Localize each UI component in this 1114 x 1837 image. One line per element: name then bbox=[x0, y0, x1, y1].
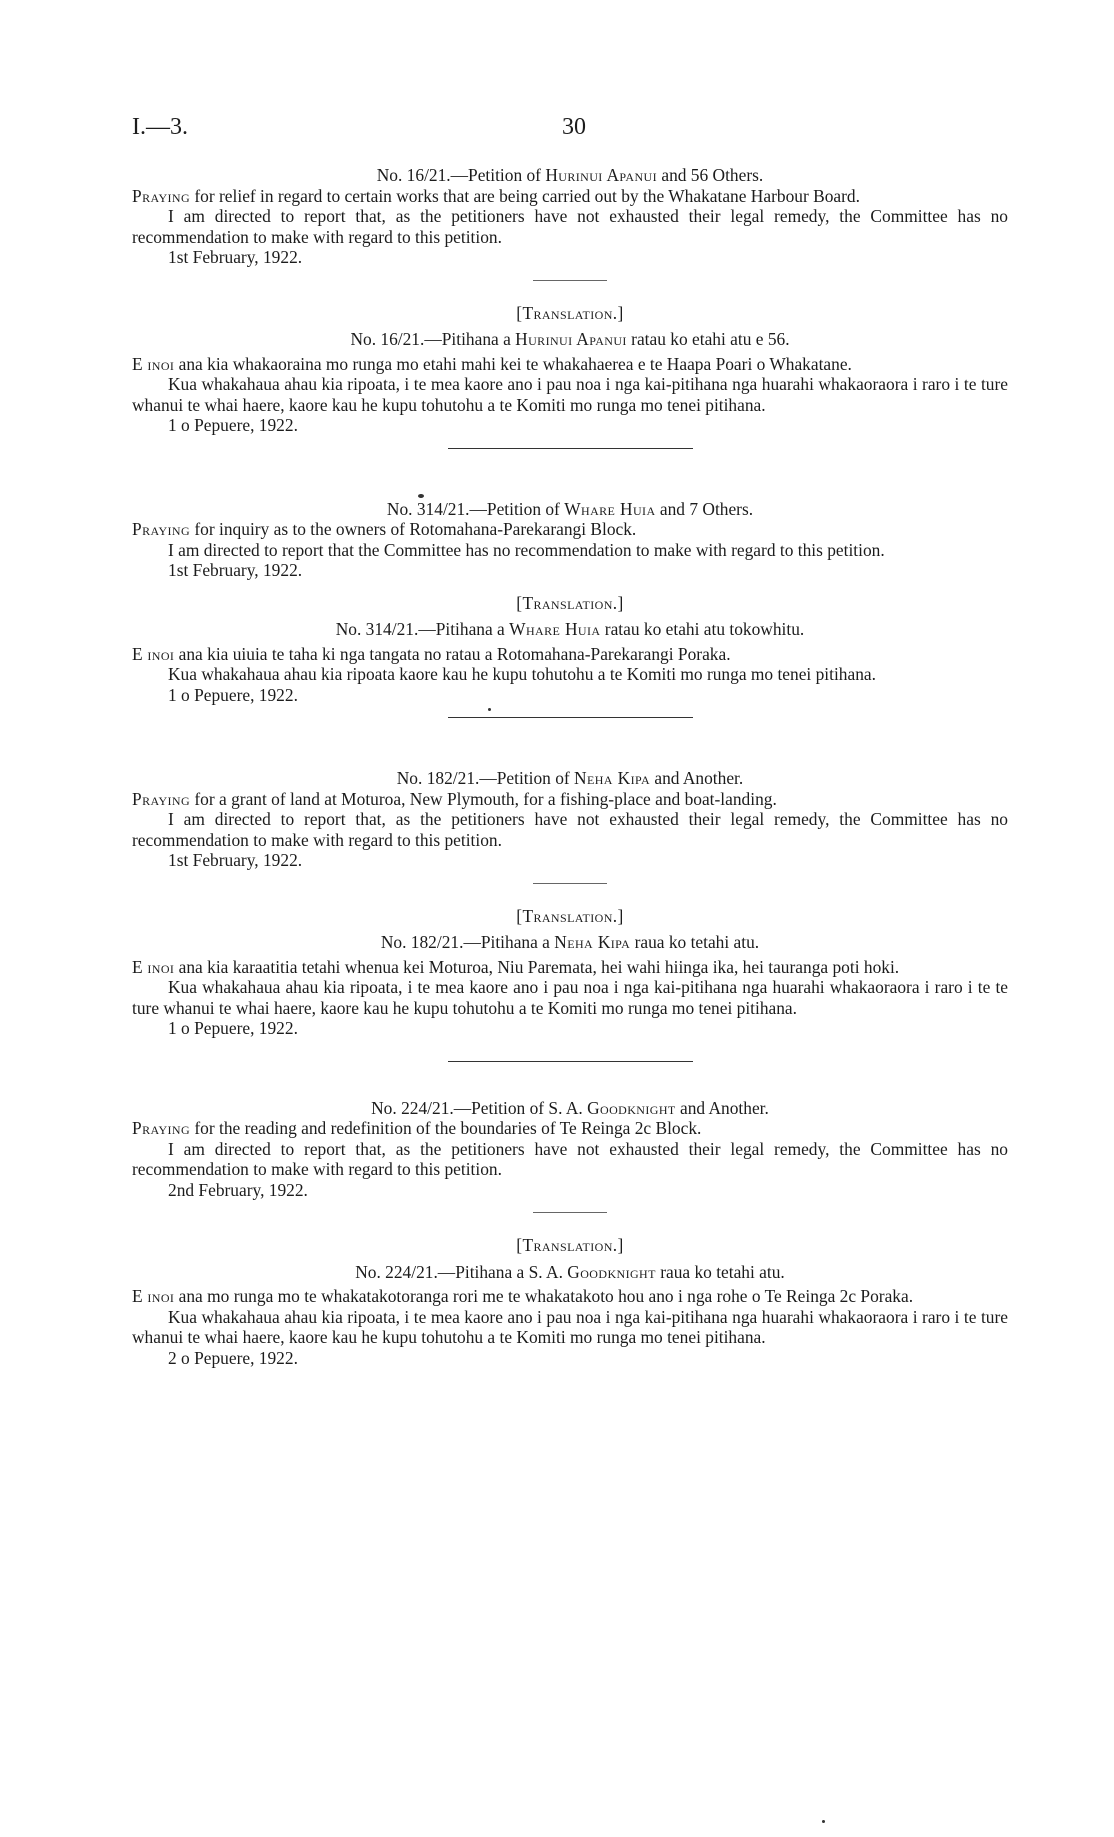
report-paragraph: Kua whakahaua ahau kia ripoata, i te mea kaore ano i pau noa i nga kai-pitihana nga huarahi whakaoraora i raro i te te ture whanui te whai haere, kaore kau he kupu tohutohu a te Komiti mo runga mo tenei pitihana. bbox=[132, 977, 1008, 1018]
report-date: 1st February, 1922. bbox=[168, 247, 303, 267]
petition-title: No. 314/21.—Petition of Whare Huia and 7 Others. bbox=[386, 498, 754, 519]
petition-314-21-english bbox=[132, 499, 1008, 581]
translation-label: [Translation.] bbox=[516, 905, 624, 926]
report-paragraph: Kua whakahaua ahau kia ripoata kaore kau he kupu tohutohu a te Komiti mo runga mo tenei pitihana. bbox=[168, 664, 876, 684]
scan-speck bbox=[488, 708, 491, 711]
praying-paragraph: Praying for the reading and redefinition of the boundaries of Te Reinga 2c Block. bbox=[132, 1118, 702, 1138]
inoi-paragraph: E inoi ana kia whakaoraina mo runga mo etahi mahi kei te whakahaerea e te Haapa Poari o Whakatane. bbox=[132, 353, 852, 374]
translation-label: [Translation.] bbox=[516, 1235, 624, 1255]
report-paragraph: Kua whakahaua ahau kia ripoata, i te mea kaore ano i pau noa i nga kai-pitihana nga huarahi whakaoraora i raro i te ture whanui te whai haere, kaore kau he kupu tohutohu a te Komiti mo runga mo tenei pitihana. bbox=[132, 374, 1008, 415]
scan-speck bbox=[418, 494, 424, 498]
praying-paragraph: Praying for inquiry as to the owners of Rotomahana-Parekarangi Block. bbox=[132, 519, 637, 539]
translation-label: [Translation.] bbox=[516, 592, 624, 613]
report-date: 1 o Pepuere, 1922. bbox=[168, 1018, 298, 1038]
petition-16-21-english bbox=[132, 165, 1008, 268]
petition-title: No. 16/21.—Pitihana a Hurinui Apanui ratau ko etahi atu e 56. bbox=[350, 329, 790, 349]
petition-title: No. 182/21.—Pitihana a Neha Kipa raua ko tetahi atu. bbox=[380, 932, 760, 952]
petition-16-21-translation bbox=[132, 303, 1008, 436]
petition-title: No. 16/21.—Petition of Hurinui Apanui and 56 Others. bbox=[376, 165, 764, 185]
petition-314-21-translation bbox=[132, 593, 1008, 706]
petition-182-21-english bbox=[132, 768, 1008, 871]
report-date: 1st February, 1922. bbox=[168, 850, 303, 870]
inoi-paragraph: E inoi ana kia karaatitia tetahi whenua kei Moturoa, Niu Paremata, hei wahi hiinga ika, hei tauranga poti hoki. bbox=[132, 956, 900, 977]
petition-182-21-translation bbox=[132, 906, 1008, 1039]
praying-paragraph: Praying for relief in regard to certain works that are being carried out by the Whakatane Harbour Board. bbox=[132, 185, 860, 206]
petition-title: No. 224/21.—Pitihana a S. A. Goodknight raua ko tetahi atu. bbox=[355, 1261, 785, 1282]
report-paragraph: I am directed to report that, as the petitioners have not exhausted their legal remedy, the Committee has no recommendation to make with regard to this petition. bbox=[132, 206, 1008, 247]
page-header bbox=[132, 114, 1012, 144]
report-paragraph: I am directed to report that the Committee has no recommendation to make with regard to this petition. bbox=[168, 539, 885, 560]
report-date: 2 o Pepuere, 1922. bbox=[168, 1347, 298, 1368]
inoi-paragraph: E inoi ana kia uiuia te taha ki nga tangata no ratau a Rotomahana-Parekarangi Poraka. bbox=[132, 643, 731, 664]
petition-224-21-translation bbox=[132, 1235, 1008, 1368]
petition-title: No. 182/21.—Petition of Neha Kipa and Another. bbox=[396, 768, 744, 788]
report-paragraph: I am directed to report that, as the petitioners have not exhausted their legal remedy, the Committee has no recommendation to make with regard to this petition. bbox=[132, 1138, 1008, 1179]
report-date: 1 o Pepuere, 1922. bbox=[168, 415, 298, 435]
report-date: 1st February, 1922. bbox=[168, 560, 303, 580]
praying-paragraph: Praying for a grant of land at Moturoa, New Plymouth, for a fishing-place and boat-landing. bbox=[132, 788, 777, 809]
inoi-paragraph: E inoi ana mo runga mo te whakatakotoranga rori me te whakatakoto hou ano i nga rohe o Te Reinga 2c Poraka. bbox=[132, 1286, 914, 1306]
scan-speck bbox=[822, 1820, 825, 1823]
page-number: 30 bbox=[562, 114, 586, 140]
document-reference: I.—3. bbox=[132, 114, 188, 140]
page-content bbox=[132, 165, 1008, 1368]
petition-title: No. 224/21.—Petition of S. A. Goodknight and Another. bbox=[371, 1097, 769, 1118]
petition-title: No. 314/21.—Pitihana a Whare Huia ratau ko etahi atu tokowhitu. bbox=[335, 619, 805, 639]
report-paragraph: Kua whakahaua ahau kia ripoata, i te mea kaore ano i pau noa i nga kai-pitihana nga huarahi whakaoraora i raro i te ture whanui te whai haere, kaore kau he kupu tohutohu a te Komiti mo runga mo tenei pitihana. bbox=[132, 1306, 1008, 1347]
translation-label: [Translation.] bbox=[516, 302, 624, 323]
report-date: 1 o Pepuere, 1922. bbox=[168, 684, 298, 705]
report-paragraph: I am directed to report that, as the petitioners have not exhausted their legal remedy, the Committee has no recommendation to make with regard to this petition. bbox=[132, 809, 1008, 850]
report-date: 2nd February, 1922. bbox=[168, 1179, 308, 1200]
petition-224-21-english bbox=[132, 1098, 1008, 1201]
